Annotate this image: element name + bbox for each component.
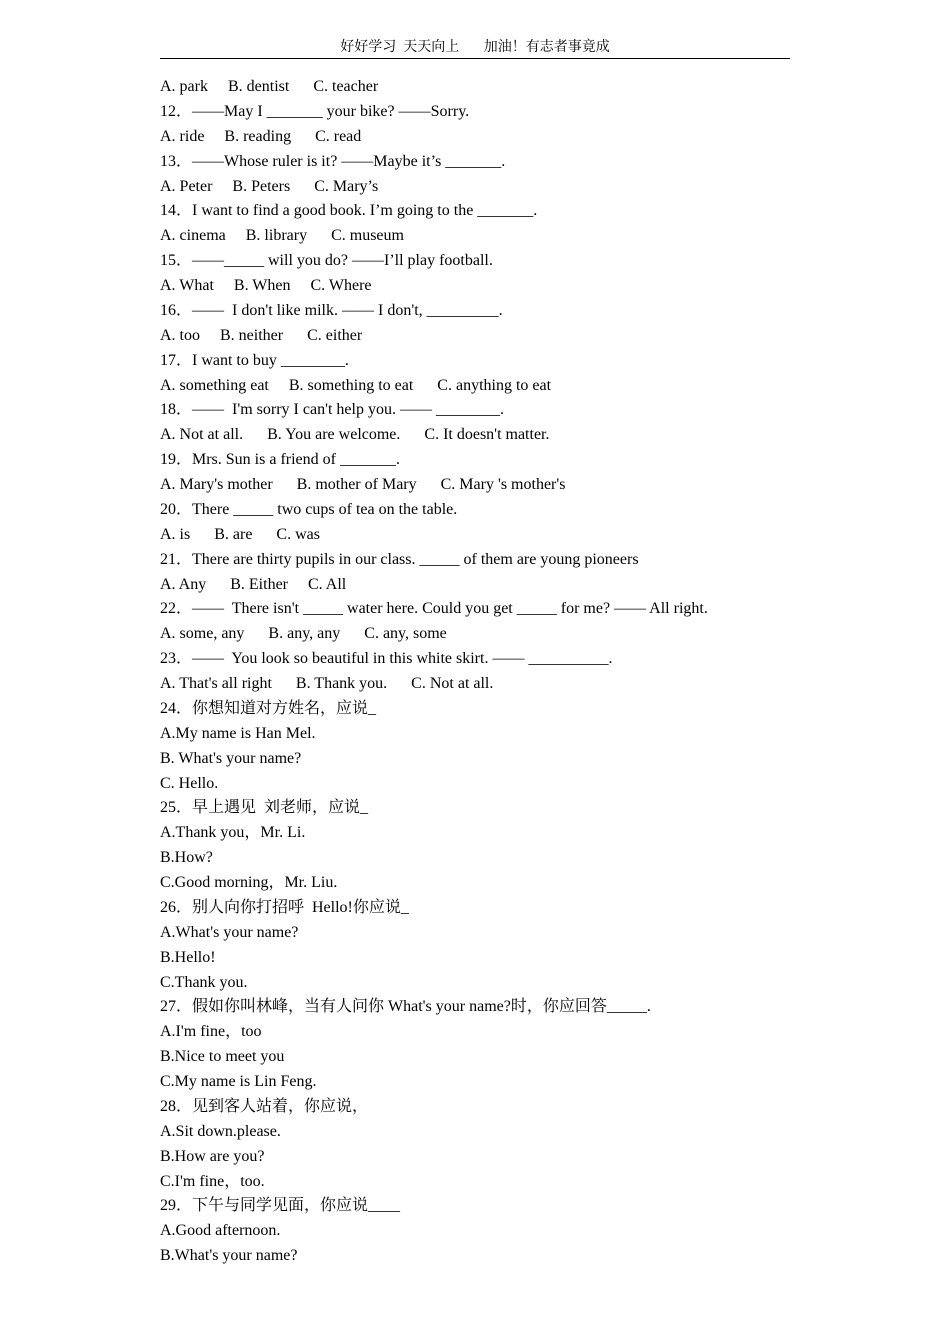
answer-options: A. What B. When C. Where — [160, 277, 372, 294]
answer-options: B.Nice to meet you — [160, 1048, 285, 1066]
answer-options: A.What's your name? — [160, 923, 299, 941]
answer-options: A. Not at all. B. You are welcome. C. It doesn't matter. — [160, 426, 550, 444]
question-line: 14．I want to find a good book. I’m going to the _______. — [160, 202, 538, 220]
question-line: 13．——Whose ruler is it? ——Maybe it’s _______. — [160, 152, 506, 170]
answer-options: A.I'm fine，too — [160, 1023, 262, 1041]
question-line: 26．别人向你打招呼 Hello!你应说_ — [160, 898, 409, 916]
answer-options: A. cinema B. library C. museum — [160, 227, 404, 245]
answer-options: B.How? — [160, 849, 213, 867]
answer-options: A. Peter B. Peters C. Mary’s — [160, 177, 379, 195]
question-line: 17．I want to buy ________. — [160, 351, 349, 369]
answer-options: A. That's all right B. Thank you. C. Not at all. — [160, 675, 494, 692]
question-line: 21．There are thirty pupils in our class. _____ of them are young pioneers — [160, 550, 639, 568]
question-line: 12．——May I _______ your bike? ——Sorry. — [160, 102, 470, 120]
answer-options: A. some, any B. any, any C. any, some — [160, 625, 447, 643]
answer-options: A. is B. are C. was — [160, 525, 320, 543]
answer-options: B.What's your name? — [160, 1247, 298, 1265]
answer-options: A. Mary's mother B. mother of Mary C. Mary 's mother's — [160, 476, 566, 493]
answer-options: B.Hello! — [160, 948, 216, 966]
question-line: 15．——_____ will you do? ——I’ll play football. — [160, 252, 493, 270]
question-line: 24．你想知道对方姓名，应说_ — [160, 699, 377, 717]
answer-options: A. too B. neither C. either — [160, 326, 363, 344]
answer-options: A.My name is Han Mel. — [160, 724, 316, 742]
question-line: 23．—— You look so beautiful in this white skirt. —— __________. — [160, 650, 613, 668]
answer-options: C.Good morning，Mr. Liu. — [160, 874, 338, 891]
question-list — [160, 75, 800, 1269]
answer-options: A. something eat B. something to eat C. anything to eat — [160, 376, 552, 394]
answer-options: A. ride B. reading C. read — [160, 127, 362, 145]
answer-options: A.Sit down.please. — [160, 1122, 281, 1140]
question-line: 28．见到客人站着，你应说， — [160, 1097, 369, 1115]
question-line: 27．假如你叫林峰，当有人问你 What's your name?时，你应回答_____. — [160, 998, 651, 1016]
answer-options: A.Good afternoon. — [160, 1222, 281, 1240]
question-line: 20．There _____ two cups of tea on the table. — [160, 500, 458, 518]
answer-options: A. park B. dentist C. teacher — [160, 78, 379, 95]
question-line: 16．—— I don't like milk. —— I don't, _________. — [160, 301, 503, 319]
answer-options: B.How are you? — [160, 1147, 265, 1165]
answer-options: C.My name is Lin Feng. — [160, 1073, 317, 1090]
answer-options: C.I'm fine，too. — [160, 1172, 265, 1190]
answer-options: C. Hello. — [160, 774, 219, 792]
question-line: 25．早上遇见 刘老师，应说_ — [160, 799, 369, 817]
question-line: 29．下午与同学见面，你应说____ — [160, 1197, 401, 1215]
answer-options: A. Any B. Either C. All — [160, 575, 347, 593]
question-line: 22．—— There isn't _____ water here. Could you get _____ for me? —— All right. — [160, 600, 708, 618]
answer-options: C.Thank you. — [160, 973, 248, 991]
answer-options: A.Thank you，Mr. Li. — [160, 824, 306, 842]
question-line: 19．Mrs. Sun is a friend of _______. — [160, 451, 400, 469]
question-line: 18．—— I'm sorry I can't help you. —— ________. — [160, 401, 504, 419]
answer-options: B. What's your name? — [160, 749, 302, 767]
page-header: 好好学习 天天向上 加油！有志者事竟成 — [160, 38, 790, 59]
